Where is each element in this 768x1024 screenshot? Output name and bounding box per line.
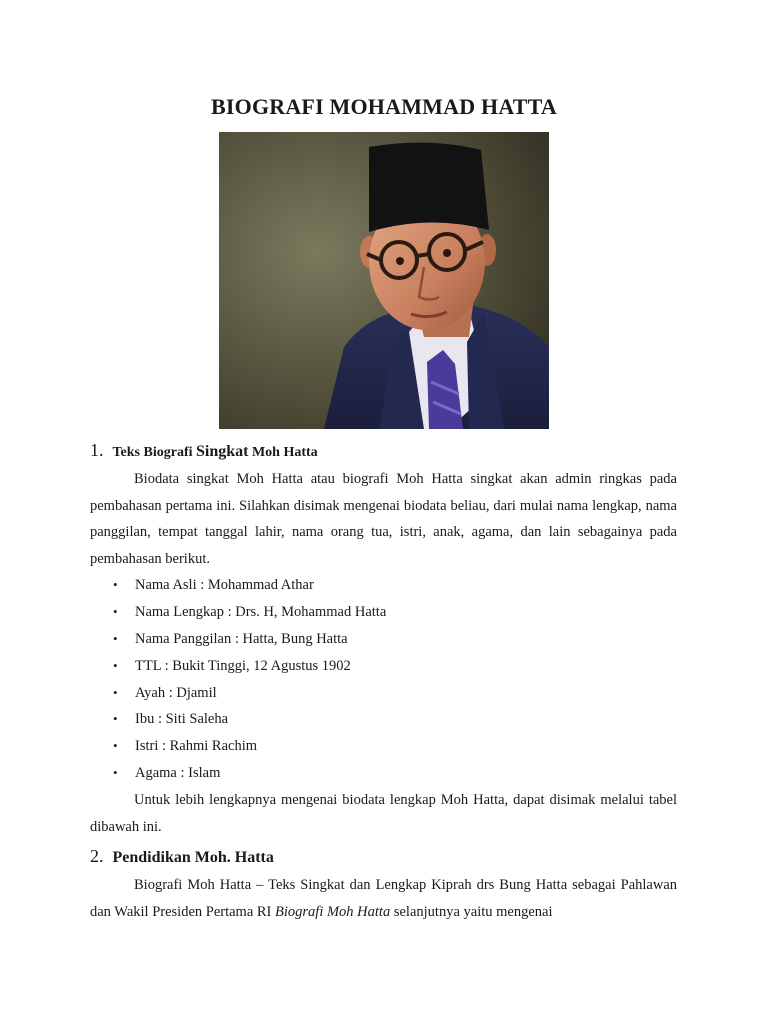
section-2-paragraph-italic: Biografi Moh Hatta [275,903,391,920]
section-2-heading [90,846,274,867]
section-1-heading [90,440,318,461]
biodata-list [113,572,386,787]
list-item: • Nama Asli : Mohammad Athar [113,572,386,599]
section-2-title: Pendidikan Moh. Hatta [112,849,274,866]
section-2-paragraph-end: selanjutnya yaitu mengenai [390,903,553,920]
document-title: BIOGRAFI MOHAMMAD HATTA [211,94,557,119]
section-1-closing: Untuk lebih lengkapnya mengenai biodata lengkap Moh Hatta, dapat disimak melalui tabel dibawah ini. [90,792,677,835]
list-item: • Nama Lengkap : Drs. H, Mohammad Hatta [113,599,386,626]
section-1-title-b: Singkat [196,443,249,460]
list-item: • Istri : Rahmi Rachim [113,733,386,760]
list-item: • Ayah : Djamil [113,680,386,707]
section-2-number: 2. [90,846,104,866]
section-2-paragraph-start: Biografi Moh Hatta – Teks Singkat dan Lengkap Kiprah drs Bung Hatta sebagai Pahlawan dan Wakil Presiden Pertama RI [90,877,677,920]
portrait-photo [219,132,549,429]
section-1-title-c: Moh Hatta [248,445,318,460]
section-2-paragraph [90,872,677,925]
section-1-paragraph: Biodata singkat Moh Hatta atau biografi Moh Hatta singkat akan admin ringkas pada pembahasan pertama ini. Silahkan disimak mengenai biodata beliau, dari mulai nama lengkap, nama panggilan, tempat tanggal lahir, nama orang tua, istri, anak, agama, dan lain sebagainya pada pembahasan berikut. [90,471,677,567]
section-1-number: 1. [90,440,104,460]
section-1-title-a: Teks Biografi [112,445,196,460]
list-item: • Ibu : Siti Saleha [113,706,386,733]
list-item: • TTL : Bukit Tinggi, 12 Agustus 1902 [113,653,386,680]
list-item: • Nama Panggilan : Hatta, Bung Hatta [113,626,386,653]
list-item: • Agama : Islam [113,760,386,787]
